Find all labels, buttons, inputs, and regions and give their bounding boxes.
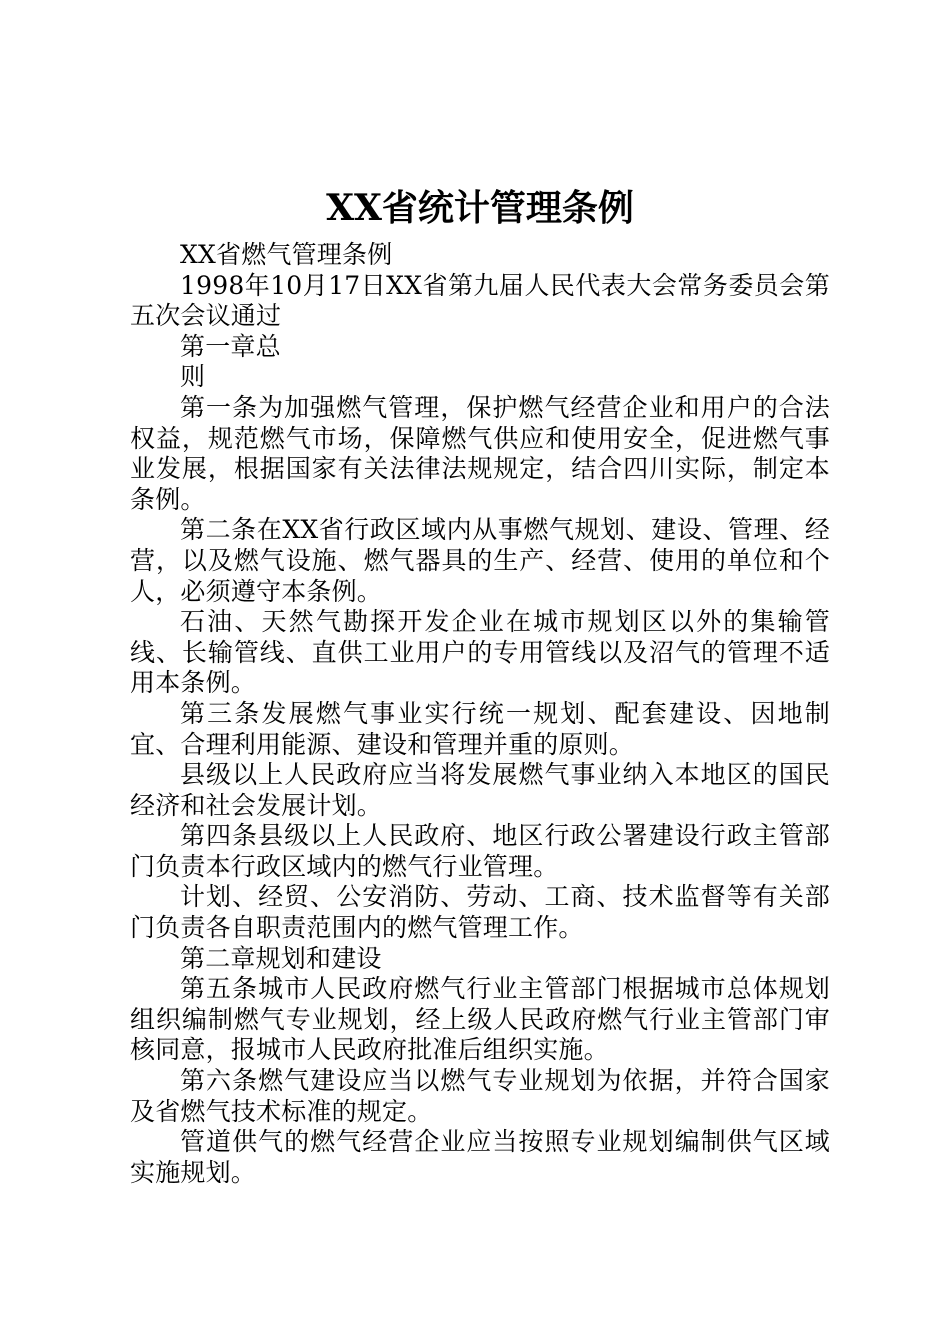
document-page xyxy=(130,178,830,1188)
article-paragraph: 第一条为加强燃气管理，保护燃气经营企业和用户的合法权益，规范燃气市场，保障燃气供应和使用安全，促进燃气事业发展，根据国家有关法律法规规定，结合四川实际，制定本条例。 xyxy=(130,392,830,514)
article-paragraph: 第五条城市人民政府燃气行业主管部门根据城市总体规划组织编制燃气专业规划，经上级人民政府燃气行业主管部门审核同意，报城市人民政府批准后组织实施。 xyxy=(130,974,830,1065)
article-paragraph: 第二条在XX省行政区域内从事燃气规划、建设、管理、经营，以及燃气设施、燃气器具的生产、经营、使用的单位和个人，必须遵守本条例。 xyxy=(130,515,830,606)
article-paragraph: 第四条县级以上人民政府、地区行政公署建设行政主管部门负责本行政区域内的燃气行业管理。 xyxy=(130,821,830,881)
chapter-heading: 第一章总 xyxy=(180,331,281,361)
chapter-heading: 第二章规划和建设 xyxy=(180,943,382,973)
paragraph: XX省燃气管理条例 xyxy=(180,240,393,269)
paragraph: 计划、经贸、公安消防、劳动、工商、技术监督等有关部门负责各自职责范围内的燃气管理工作。 xyxy=(130,882,830,943)
chapter-heading: 则 xyxy=(180,362,206,392)
paragraph: 管道供气的燃气经营企业应当按照专业规划编制供气区域实施规划。 xyxy=(130,1127,830,1187)
document-title: XX省统计管理条例 xyxy=(326,187,634,229)
paragraph: 县级以上人民政府应当将发展燃气事业纳入本地区的国民经济和社会发展计划。 xyxy=(130,760,830,820)
article-paragraph: 第六条燃气建设应当以燃气专业规划为依据，并符合国家及省燃气技术标准的规定。 xyxy=(130,1066,830,1126)
article-paragraph: 第三条发展燃气事业实行统一规划、配套建设、因地制宜、合理利用能源、建设和管理并重的原则。 xyxy=(130,698,830,759)
paragraph: 石油、天然气勘探开发企业在城市规划区以外的集输管线、长输管线、直供工业用户的专用管线以及沼气的管理不适用本条例。 xyxy=(130,607,830,698)
paragraph: 1998年10月17日XX省第九届人民代表大会常务委员会第五次会议通过 xyxy=(130,270,830,331)
